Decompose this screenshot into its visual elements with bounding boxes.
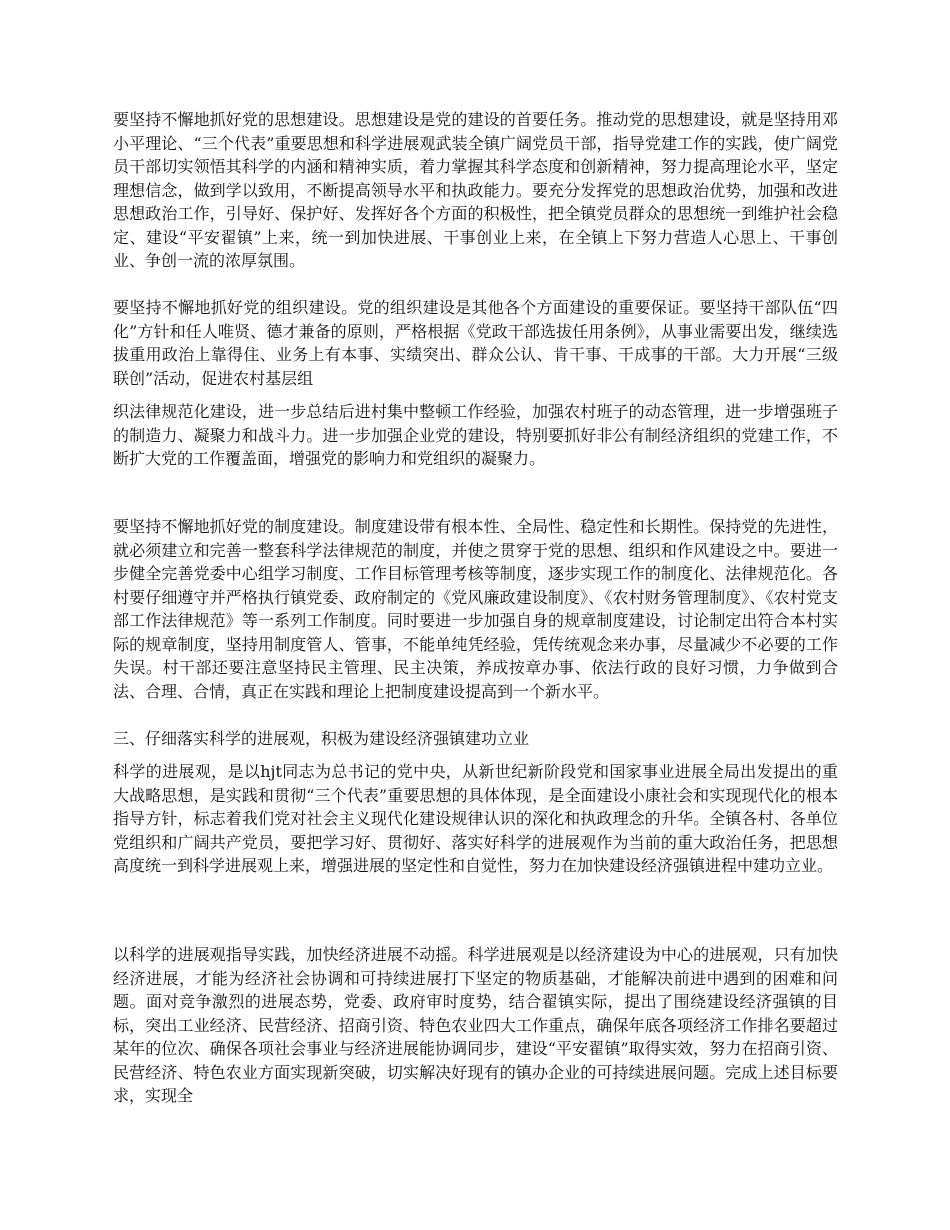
paragraph-ideological-building: 要坚持不懈地抓好党的思想建设。思想建设是党的建设的首要任务。推动党的思想建设，就是坚持用邓小平理论、“三个代表”重要思想和科学进展观武装全镇广阔党员干部，指导党建工作的实践，使广阔党员干部切实领悟其科学的内涵和精神实质，着力掌握其科学态度和创新精神，努力提高理论水平，坚定理想信念，做到学以致用，不断提高领导水平和执政能力。要充分发挥党的思想政治优势，加强和改进思想政治工作，引导好、保护好、发挥好各个方面的积极性，把全镇党员群众的思想统一到维护社会稳定、建设“平安翟镇”上来，统一到加快进展、干事创业上来，在全镇上下努力营造人心思上、干事创业、争创一流的浓厚氛围。 <box>113 110 838 270</box>
paragraph-scientific-development: 科学的进展观，是以hjt同志为总书记的党中央，从新世纪新阶段党和国家事业进展全局出发提出的重大战略思想，是实践和贯彻“三个代表”重要思想的具体体现，是全面建设小康社会和实现现代化的根本指导方针，标志着我们党对社会主义现代化建设规律认识的深化和执政理念的升华。全镇各村、各单位党组织和广阔共产党员，要把学习好、贯彻好、落实好科学的进展观作为当前的重大政治任务，把思想高度统一到科学进展观上来，增强进展的坚定性和自觉性，努力在加快建设经济强镇进程中建功立业。 <box>113 762 838 875</box>
paragraph-economic-development: 以科学的进展观指导实践，加快经济进展不动摇。科学进展观是以经济建设为中心的进展观，只有加快经济进展，才能为经济社会协调和可持续进展打下坚定的物质基础，才能解决前进中遇到的困难和问题。面对竞争激烈的进展态势，党委、政府审时度势，结合翟镇实际，提出了围绕建设经济强镇的目标，突出工业经济、民营经济、招商引资、特色农业四大工作重点，确保年底各项经济工作排名要超过某年的位次、确保各项社会事业与经济进展能协调同步，建设“平安翟镇”取得实效，努力在招商引资、民营经济、特色农业方面实现新突破，切实解决好现有的镇办企业的可持续进展问题。完成上述目标要求，实现全 <box>113 945 838 1105</box>
paragraph-system-building: 要坚持不懈地抓好党的制度建设。制度建设带有根本性、全局性、稳定性和长期性。保持党的先进性，就必须建立和完善一整套科学法律规范的制度，并使之贯穿于党的思想、组织和作风建设之中。要进一步健全完善党委中心组学习制度、工作目标管理考核等制度，逐步实现工作的制度化、法律规范化。各村要仔细遵守并严格执行镇党委、政府制定的《党风廉政建设制度》、《农村财务管理制度》、《农村党支部工作法律规范》等一系列工作制度。同时要进一步加强自身的规章制度建设，讨论制定出符合本村实际的规章制度，坚持用制度管人、管事，不能单纯凭经验，凭传统观念来办事，尽量减少不必要的工作失误。村干部还要注意坚持民主管理、民主决策，养成按章办事、依法行政的良好习惯，力争做到合法、合理、合情，真正在实践和理论上把制度建设提高到一个新水平。 <box>113 517 838 701</box>
section-heading-three: 三、仔细落实科学的进展观，积极为建设经济强镇建功立业 <box>113 729 530 748</box>
paragraph-organizational-building-continued: 织法律规范化建设，进一步总结后进村集中整顿工作经验，加强农村班子的动态管理，进一步增强班子的制造力、凝聚力和战斗力。进一步加强企业党的建设，特别要抓好非公有制经济组织的党建工作，不断扩大党的工作覆盖面，增强党的影响力和党组织的凝聚力。 <box>113 402 838 468</box>
paragraph-organizational-building: 要坚持不懈地抓好党的组织建设。党的组织建设是其他各个方面建设的重要保证。要坚持干部队伍“四化”方针和任人唯贤、德才兼备的原则，严格根据《党政干部选拔任用条例》，从事业需要出发，继续选拔重用政治上靠得住、业务上有本事、实绩突出、群众公认、肯干事、干成事的干部。大力开展“三级联创”活动，促进农村基层组 <box>113 298 838 388</box>
